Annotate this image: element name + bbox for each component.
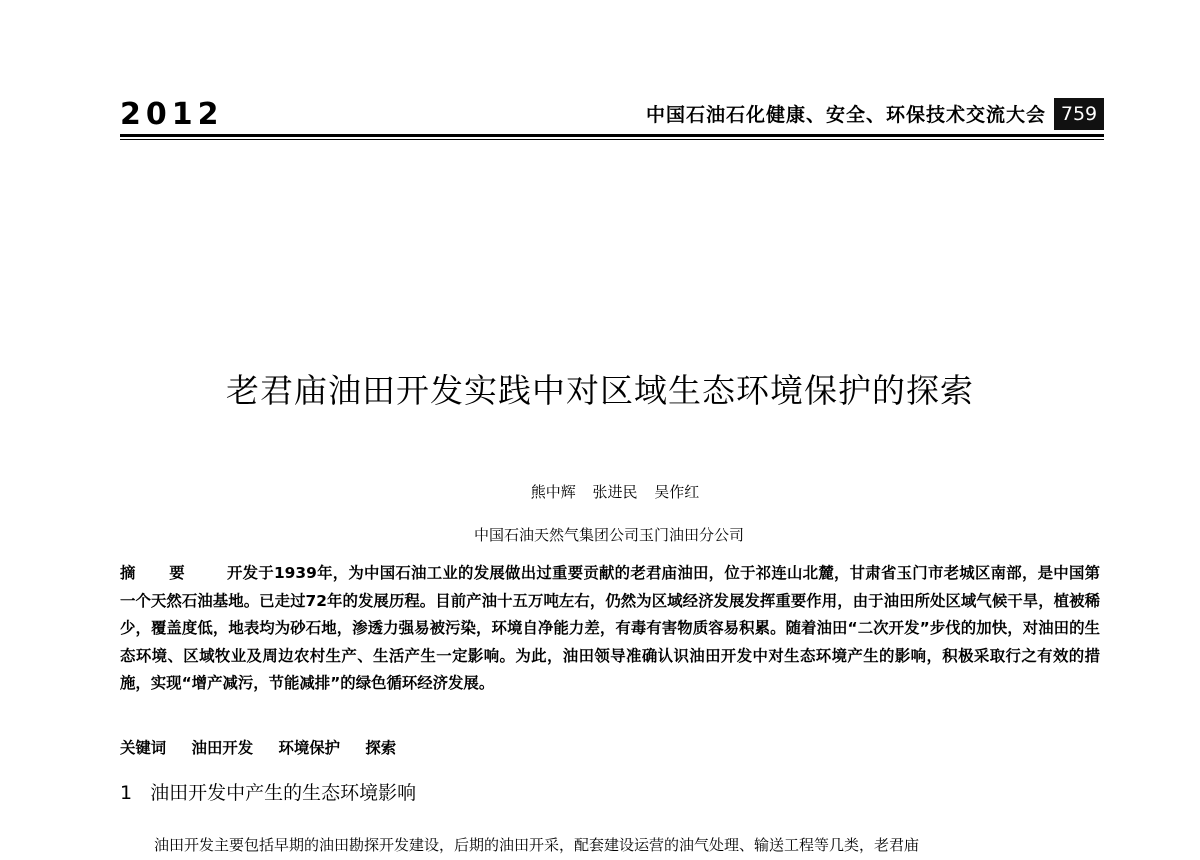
section-heading xyxy=(120,778,1100,808)
paper-title: 老君庙油田开发实践中对区域生态环境保护的探索 xyxy=(226,371,974,410)
keywords xyxy=(120,735,1100,762)
section-number: 1 xyxy=(120,782,133,804)
keywords-list: 油田开发 环境保护 探索 xyxy=(191,739,397,757)
paper-affiliation: 中国石油天然气集团公司玉门油田分公司 xyxy=(473,526,744,544)
page-header xyxy=(120,98,1104,134)
header-rule-thick xyxy=(120,134,1104,137)
abstract-text: 开发于1939年，为中国石油工业的发展做出过重要贡献的老君庙油田，位于祁连山北麓，甘肃省玉门市老城区南部，是中国第一个天然石油基地。已走过72年的发展历程。目前产油十五万吨左右，仍然为区域经济发展发挥重要作用，由于油田所处区域气候干旱，植被稀少，覆盖度低，地表均为砂石地，渗透力强易被污染，环境自净能力差，有毒有害物质容易积累。随着油田“二次开发”步伐的加快，对油田的生态环境、区域牧业及周边农村生产、生活产生一定影响。为此，油田领导准确认识油田开发中对生态环境产生的影响，积极采取行之有效的措施，实现“增产减污，节能减排”的绿色循环经济发展。 xyxy=(120,564,1101,693)
header-rule-thin xyxy=(120,139,1104,140)
abstract-label: 摘 要 xyxy=(120,564,199,582)
paper-authors: 熊中辉 张进民 吴作红 xyxy=(530,483,700,501)
keywords-label: 关键词 xyxy=(120,739,167,757)
section-title: 油田开发中产生的生态环境影响 xyxy=(150,782,417,804)
header-conference-title: 中国石油石化健康、安全、环保技术交流大会 xyxy=(645,104,1046,126)
abstract xyxy=(120,560,1100,698)
page-number-badge: 759 xyxy=(1054,98,1104,130)
header-year: 2012 xyxy=(120,97,224,132)
body-paragraph: 油田开发主要包括早期的油田勘探开发建设，后期的油田开采，配套建设运营的油气处理、输送工程等几类，老君庙 xyxy=(154,836,920,854)
